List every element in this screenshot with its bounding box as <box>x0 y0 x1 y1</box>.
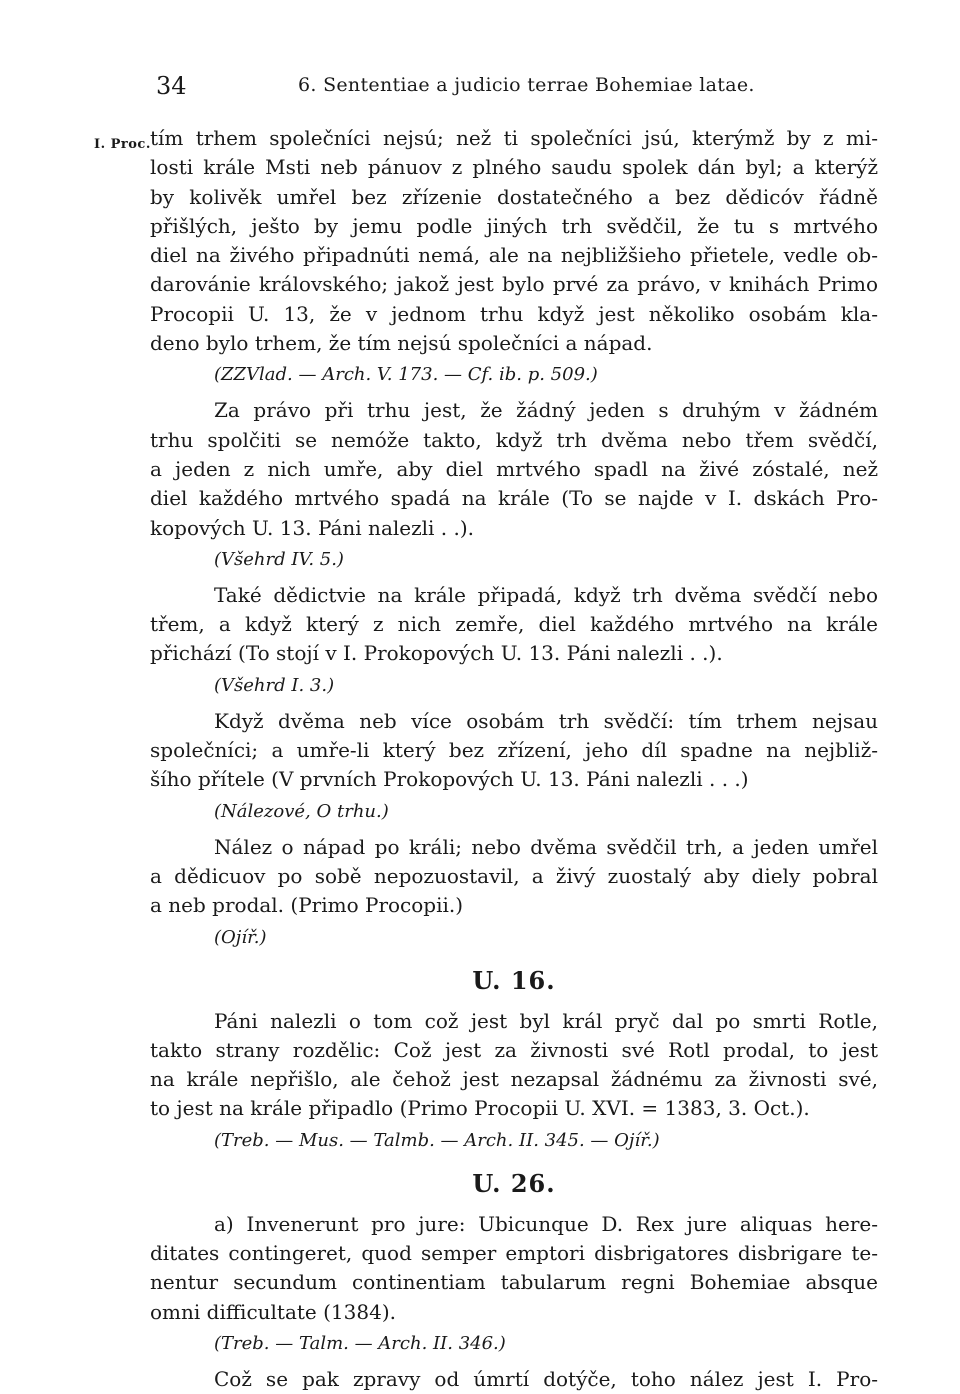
text-line: Nález o nápad po králi; nebo dvěma svědčil trh, a jeden umřel <box>214 834 878 859</box>
paragraph <box>150 1365 878 1394</box>
paragraph <box>150 1210 878 1327</box>
paragraph <box>150 707 878 795</box>
text-line: nentur secundum continentiam tabularum regni Bohemiae absque <box>150 1270 878 1295</box>
text-line: a neb prodal. (Primo Procopii.) <box>150 893 464 918</box>
text-line: Také dědictvie na krále připadá, když trh dvěma svědčí nebo <box>214 582 878 607</box>
text-line: a dědicuov po sobě nepozuostavil, a živý zuostalý aby diely pobral <box>150 863 878 888</box>
text-line: Což se pak zpravy od úmrtí dotýče, toho nález jest I. Pro- <box>214 1366 878 1391</box>
page-header <box>0 72 960 106</box>
text-line: diel na živého připadnúti nemá, ale na nejbližšieho přietele, vedle ob- <box>150 243 878 268</box>
text-line: takto strany rozdělic: Což jest za živnosti své Rotl prodal, to jest <box>150 1037 878 1062</box>
text-line: šího přítele (V prvních Prokopových U. 13. Páni nalezli . . .) <box>150 767 749 792</box>
paragraph <box>150 124 878 358</box>
text-line: darovánie královského; jakož jest bylo prvé za právo, v knihách Primo <box>150 272 878 297</box>
text-line: Páni nalezli o tom což jest byl král pryč dal po smrti Rotle, <box>214 1008 878 1033</box>
text-line: diel každého mrtvého spadá na krále (To se najde v I. dskách Pro- <box>150 486 878 511</box>
source-citation: (Ojíř.) <box>214 926 267 948</box>
section-heading: U. 26. <box>472 1168 556 1198</box>
text-line: a jeden z nich umře, aby diel mrtvého spadl na živé zóstalé, než <box>150 456 878 481</box>
running-title: 6. Sententiae a judicio terrae Bohemiae latae. <box>298 74 755 96</box>
text-line: omni difficultate (1384). <box>150 1299 396 1324</box>
paragraph <box>150 1007 878 1124</box>
text-line: společníci; a umře-li který bez zřízení, jeho díl spadne na nejbliž- <box>150 738 878 763</box>
section-heading: U. 16. <box>472 965 556 995</box>
source-citation: (Všehrd IV. 5.) <box>214 548 344 570</box>
text-body <box>150 124 878 1394</box>
text-line: kopových U. 13. Páni nalezli . .). <box>150 515 475 540</box>
paragraph <box>150 396 878 542</box>
text-line: a) Invenerunt pro jure: Ubicunque D. Rex jure aliquas here- <box>214 1211 878 1236</box>
text-line: třem, a když který z nich zemře, diel každého mrtvého na krále <box>150 612 878 637</box>
text-line: na krále nepřišlo, ale čehož jest nezapsal žádnému za živnosti své, <box>150 1067 878 1092</box>
paragraph <box>150 833 878 921</box>
paragraph <box>150 581 878 669</box>
text-line: by kolivěk umřel bez zřízenie dostatečného a bez dědicóv řádně <box>150 184 878 209</box>
text-line: losti krále Msti neb pánuov z plného saudu spolek dán byl; a kterýž <box>150 155 878 180</box>
source-citation: (Všehrd I. 3.) <box>214 674 335 696</box>
text-line: ditates contingeret, quod semper emptori disbrigatores disbrigare te- <box>150 1241 878 1266</box>
text-line: přišlých, ješto by jemu podle jiných trh svědčil, že tu s mrtvého <box>150 213 878 238</box>
page-number: 34 <box>156 72 187 100</box>
text-line: Když dvěma neb více osobám trh svědčí: tím trhem nejsau <box>214 708 878 733</box>
text-line: přichází (To stojí v I. Prokopových U. 13. Páni nalezli . .). <box>150 641 723 666</box>
text-line: Procopii U. 13, že v jednom trhu když jest několiko osobám kla- <box>150 301 878 326</box>
source-citation: (Treb. — Mus. — Talmb. — Arch. II. 345. — Ojíř.) <box>214 1129 660 1151</box>
text-line: trhu spolčiti se nemóže takto, když trh dvěma nebo třem svědčí, <box>150 427 878 452</box>
source-citation: (Nálezové, O trhu.) <box>214 800 389 822</box>
text-line: tím trhem společníci nejsú; než ti společníci jsú, kterýmž by z mi- <box>150 126 878 150</box>
text-line: Za právo při trhu jest, že žádný jeden s druhým v žádném <box>214 398 878 423</box>
text-line: to jest na krále připadlo (Primo Procopii U. XVI. = 1383, 3. Oct.). <box>150 1096 810 1121</box>
margin-note: I. Proc. <box>94 137 151 152</box>
source-citation: (Treb. — Talm. — Arch. II. 346.) <box>214 1332 506 1354</box>
text-line: deno bylo trhem, že tím nejsú společníci a nápad. <box>150 331 653 356</box>
source-citation: (ZZVlad. — Arch. V. 173. — Cf. ib. p. 509.) <box>214 364 598 386</box>
